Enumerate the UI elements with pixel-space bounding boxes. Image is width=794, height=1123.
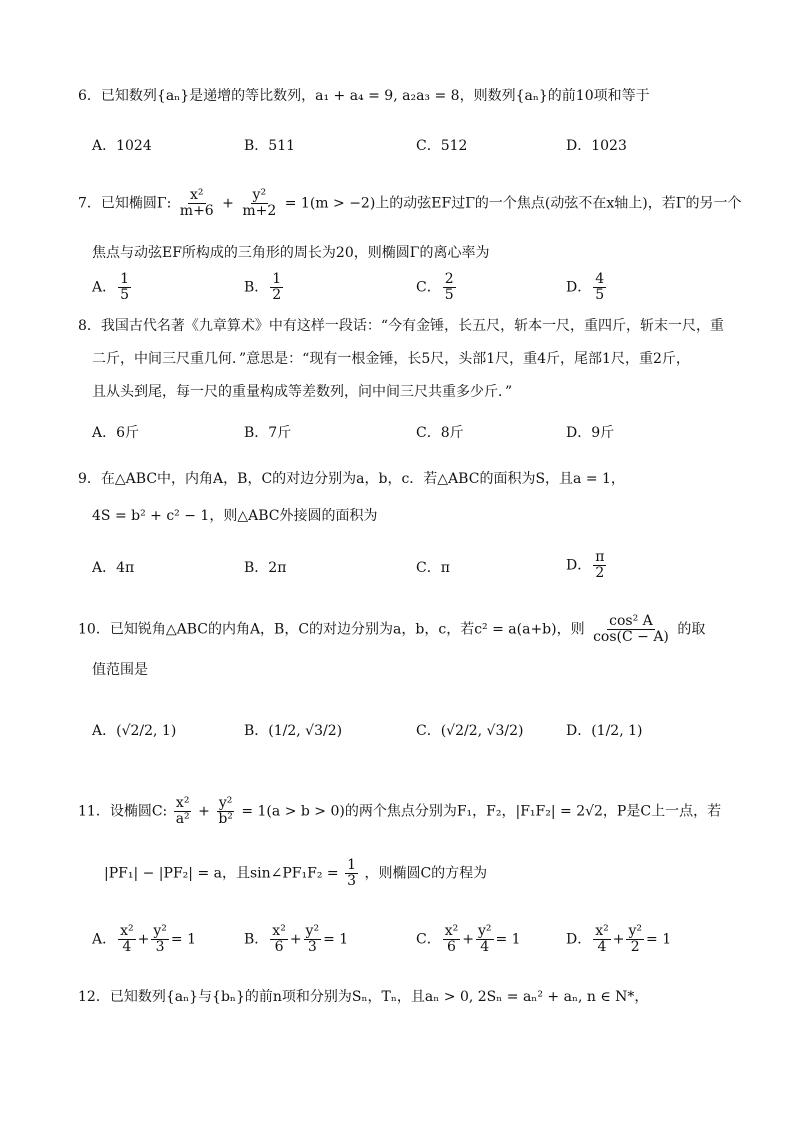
question-8-stem-line3: 且从头到尾，每一尺的重量构成等差数列，问中间三尺共重多少斤．” <box>92 384 513 400</box>
q9-d-label: D． <box>566 557 592 574</box>
q7-frac2-num: y² <box>252 187 267 203</box>
q11-plus: + <box>198 803 210 820</box>
q11-b-frac1 <box>270 924 288 955</box>
q11-d-d1: 4 <box>597 939 607 955</box>
q11-frac2-den: b² <box>218 811 233 827</box>
q11-line2-pre: |PF₁| − |PF₂| = a，且sin∠PF₁F₂ = <box>104 865 339 882</box>
q11-frac1-den: a² <box>175 811 190 827</box>
q11-b-d2: 3 <box>307 939 317 955</box>
q7-d-frac <box>593 272 606 303</box>
q10-stem-post: 的取 <box>677 621 706 638</box>
q11-a-d2: 3 <box>155 939 165 955</box>
q11-c-frac1 <box>443 924 461 955</box>
q11-line2-num: 1 <box>347 857 357 873</box>
q7-plus: + <box>222 195 234 212</box>
q9-option-d <box>566 550 608 581</box>
q7-fraction-y <box>240 188 278 219</box>
question-9-stem-line2: 4S = b² + c² − 1，则△ABC外接圆的面积为 <box>92 508 378 524</box>
q11-d-d2: 2 <box>630 939 640 955</box>
q11-option-a: A． $\frac{\text{x²}}{4}$ + $\frac{\text{y²}}{3}$ = 1 <box>92 923 196 955</box>
q11-line2-den: 3 <box>347 873 357 889</box>
q11-d-n1: x² <box>595 923 609 939</box>
q8-option-d: D．9斤 <box>566 425 615 441</box>
question-10-stem-line2: 值范围是 <box>92 662 148 678</box>
q11-c-d1: 6 <box>447 939 456 955</box>
q7-frac1-den: m+6 <box>179 203 214 219</box>
q11-c-label: C． <box>416 931 441 948</box>
question-11-stem-line2 <box>104 858 487 889</box>
q11-a-d1: 4 <box>122 939 132 955</box>
q6-option-d: D．1023 <box>566 138 627 154</box>
q10-frac-num: cos² A <box>609 613 653 629</box>
q11-c-n2: y² <box>477 923 492 939</box>
q9-option-c: C．π <box>416 560 450 576</box>
question-10-stem-line1 <box>78 614 705 645</box>
q7-option-a <box>92 272 133 303</box>
q11-stem-pre: 11．设椭圆C: <box>78 803 168 820</box>
question-6-stem: 6．已知数列{aₙ}是递增的等比数列，a₁ + a₄ = 9, a₂a₃ = 8，则数列{aₙ}的前10项和等于 <box>78 88 650 104</box>
q11-option-b: B． $\frac{\text{x²}}{6}$ + $\frac{\text{y²}}{3}$ = 1 <box>244 923 349 955</box>
q11-fraction-x <box>174 796 192 827</box>
q7-d-label: D． <box>566 279 592 296</box>
q7-d-den: 5 <box>595 287 605 303</box>
question-8-stem-line2: 二斤，中间三尺重几何．”意思是：“现有一根金锤，长5尺，头部1尺，重4斤，尾部1尺，重2斤， <box>92 351 690 367</box>
q9-option-a: A．4π <box>92 560 135 576</box>
q11-d-frac2 <box>626 924 644 955</box>
q11-a-label: A． <box>92 931 117 948</box>
q11-c-tail: = 1 <box>495 931 521 948</box>
q11-d-frac1 <box>593 924 611 955</box>
q9-option-b: B．2π <box>244 560 287 576</box>
q11-d-label: D． <box>566 931 592 948</box>
q11-a-frac1 <box>118 924 136 955</box>
q7-b-label: B． <box>244 279 269 296</box>
q7-fraction-x <box>178 188 216 219</box>
q11-fraction-y <box>216 796 235 827</box>
q7-c-label: C． <box>416 279 441 296</box>
q7-a-frac <box>118 272 131 303</box>
q11-d-tail: = 1 <box>646 931 672 948</box>
q11-b-frac2 <box>304 924 322 955</box>
q10-option-d: D．(1/2, 1) <box>566 723 643 739</box>
q11-b-d1: 6 <box>274 939 284 955</box>
q7-option-c <box>416 272 458 303</box>
q11-d-n2: y² <box>628 923 643 939</box>
q11-b-tail: = 1 <box>323 931 349 948</box>
q11-b-n2: y² <box>305 923 320 939</box>
q7-d-num: 4 <box>595 271 605 287</box>
question-7-stem-line2: 焦点与动弦EF所构成的三角形的周长为20，则椭圆Γ的离心率为 <box>92 245 490 261</box>
q7-a-num: 1 <box>120 271 130 287</box>
q9-d-num: π <box>595 549 605 565</box>
q6-option-a: A．1024 <box>92 138 152 154</box>
q11-option-d: D． $\frac{\text{x²}}{4}$ + $\frac{\text{y²}}{2}$ = 1 <box>566 923 672 955</box>
q7-c-num: 2 <box>444 271 454 287</box>
q8-option-b: B．7斤 <box>244 425 292 441</box>
q11-b-n1: x² <box>272 923 286 939</box>
q11-a-tail: = 1 <box>170 931 196 948</box>
q10-stem-pre: 10．已知锐角△ABC的内角A，B，C的对边分别为a，b，c，若c² = a(a+b)，则 <box>78 621 585 638</box>
q10-fraction <box>591 614 671 645</box>
q11-b-label: B． <box>244 931 269 948</box>
q11-a-frac2 <box>151 924 169 955</box>
q7-option-d <box>566 272 608 303</box>
q8-option-c: C．8斤 <box>416 425 464 441</box>
q6-option-b: B．511 <box>244 138 296 154</box>
q11-c-n1: x² <box>444 923 459 939</box>
q7-stem-post: = 1(m > −2)上的动弦EF过Γ的一个焦点(动弦不在x轴上)，若Γ的另一个 <box>284 195 742 212</box>
q7-b-den: 2 <box>272 287 282 303</box>
q7-stem-pre: 7．已知椭圆Γ: <box>78 195 172 212</box>
q11-frac2-num: y² <box>218 795 233 811</box>
q7-b-num: 1 <box>272 271 282 287</box>
q7-a-label: A． <box>92 279 117 296</box>
q11-line2-post: ，则椭圆C的方程为 <box>364 865 488 882</box>
q10-frac-den: cos(C − A) <box>593 629 669 645</box>
q11-a-n2: y² <box>153 923 167 939</box>
q7-a-den: 5 <box>120 287 130 303</box>
q11-a-n1: x² <box>120 923 134 939</box>
q10-option-a: A．(√2/2, 1) <box>92 723 177 739</box>
q11-line2-frac <box>345 858 358 889</box>
q8-option-a: A．6斤 <box>92 425 140 441</box>
question-12-stem: 12．已知数列{aₙ}与{bₙ}的前n项和分别为Sₙ，Tₙ，且aₙ > 0, 2Sₙ = aₙ² + aₙ, n ∈ N*， <box>78 989 649 1005</box>
q6-option-c: C．512 <box>416 138 468 154</box>
q7-frac2-den: m+2 <box>242 203 277 219</box>
q7-c-frac <box>443 272 456 303</box>
q9-d-den: 2 <box>595 565 605 581</box>
q11-option-c: C． $\frac{\text{x²}}{6}$ + $\frac{\text{y²}}{4}$ = 1 <box>416 923 521 955</box>
q9-d-frac <box>593 550 606 581</box>
q7-frac1-num: x² <box>190 187 204 203</box>
q11-c-d2: 4 <box>480 939 490 955</box>
q11-c-frac2 <box>476 924 494 955</box>
q11-stem-post: = 1(a > b > 0)的两个焦点分别为F₁，F₂，|F₁F₂| = 2√2，P是C上一点，若 <box>241 803 722 820</box>
question-7-stem-line1 <box>78 188 741 219</box>
q10-option-c: C．(√2/2, √3/2) <box>416 723 524 739</box>
question-11-stem-line1 <box>78 796 721 827</box>
q11-frac1-num: x² <box>175 795 190 811</box>
q7-option-b <box>244 272 285 303</box>
q7-c-den: 5 <box>444 287 454 303</box>
question-9-stem-line1: 9．在△ABC中，内角A，B，C的对边分别为a，b，c．若△ABC的面积为S，且a = 1， <box>78 471 625 487</box>
q7-b-frac <box>270 272 283 303</box>
q10-option-b: B．(1/2, √3/2) <box>244 723 343 739</box>
question-8-stem-line1: 8．我国古代名著《九章算术》中有这样一段话：“今有金锤，长五尺，斩本一尺，重四斤，斩末一尺，重 <box>78 318 725 334</box>
